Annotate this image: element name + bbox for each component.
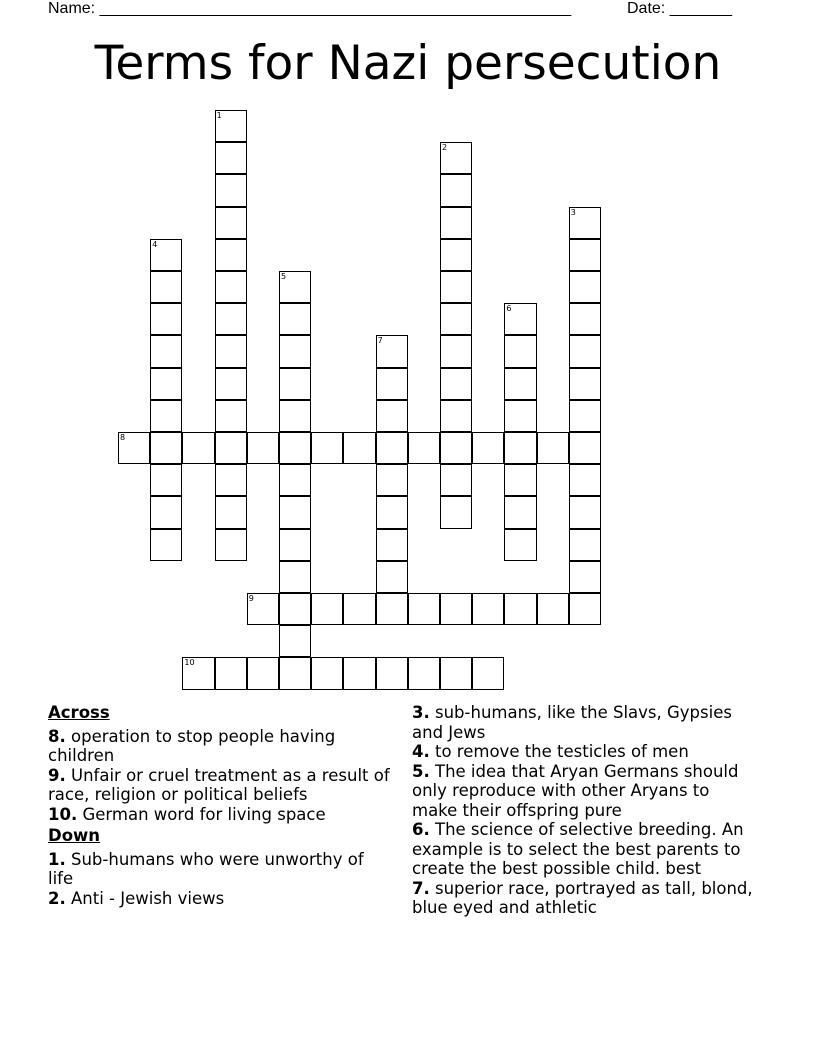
grid-cell[interactable] (569, 496, 601, 528)
grid-cell[interactable] (504, 432, 536, 464)
grid-number: 4 (152, 239, 158, 249)
clue-down-3 (412, 703, 757, 742)
grid-cell[interactable] (440, 400, 472, 432)
grid-cell[interactable] (215, 368, 247, 400)
grid-cell[interactable] (279, 368, 311, 400)
clue-text: sub-humans, like the Slavs, Gypsies and Jews (412, 703, 732, 742)
grid-cell[interactable] (150, 496, 182, 528)
grid-cell[interactable] (440, 174, 472, 206)
grid-cell[interactable] (150, 239, 182, 271)
clue-text: The idea that Aryan Germans should only reproduce with other Aryans to make their offspring pure (412, 761, 739, 820)
clues-right-column (412, 703, 757, 918)
grid-cell[interactable] (472, 657, 504, 689)
clue-down-4 (412, 742, 757, 762)
grid-cell[interactable] (569, 239, 601, 271)
clue-across-9 (48, 766, 393, 805)
grid-cell[interactable] (150, 529, 182, 561)
name-label: Name: (48, 0, 100, 17)
grid-cell[interactable] (504, 400, 536, 432)
grid-cell[interactable] (118, 432, 150, 464)
grid-cell[interactable] (279, 593, 311, 625)
grid-cell[interactable] (279, 561, 311, 593)
grid-cell[interactable] (376, 335, 408, 367)
grid-cell[interactable] (440, 142, 472, 174)
grid-cell[interactable] (215, 207, 247, 239)
grid-cell[interactable] (569, 335, 601, 367)
clue-number: 8. (48, 726, 66, 746)
grid-cell[interactable] (504, 368, 536, 400)
grid-cell[interactable] (440, 271, 472, 303)
grid-cell[interactable] (569, 368, 601, 400)
clue-number: 6. (412, 820, 430, 839)
date-blank[interactable]: _______ (669, 0, 732, 17)
grid-cell[interactable] (376, 496, 408, 528)
grid-cell[interactable] (247, 432, 279, 464)
grid-cell[interactable] (215, 142, 247, 174)
grid-cell[interactable] (343, 657, 375, 689)
grid-cell[interactable] (569, 464, 601, 496)
grid-cell[interactable] (504, 335, 536, 367)
name-blank[interactable]: _____________________________________________________ (99, 0, 572, 17)
grid-number: 9 (248, 594, 254, 603)
grid-cell[interactable] (569, 593, 601, 625)
grid-cell[interactable] (343, 593, 375, 625)
grid-cell[interactable] (504, 593, 536, 625)
grid-cell[interactable] (150, 400, 182, 432)
grid-number: 6 (506, 304, 512, 314)
across-heading: Across (48, 703, 110, 722)
page-title: Terms for Nazi persecution (94, 36, 722, 91)
grid-cell[interactable] (311, 593, 343, 625)
grid-cell[interactable] (215, 529, 247, 561)
grid-cell[interactable] (279, 303, 311, 335)
grid-cell[interactable] (215, 432, 247, 464)
grid-cell[interactable] (150, 271, 182, 303)
clue-text: operation to stop people having children (48, 726, 336, 765)
clue-number: 3. (412, 703, 430, 722)
grid-cell[interactable] (376, 400, 408, 432)
grid-cell[interactable] (215, 110, 247, 142)
grid-cell[interactable] (215, 303, 247, 335)
grid-cell[interactable] (408, 657, 440, 689)
grid-cell[interactable] (279, 657, 311, 689)
grid-cell[interactable] (537, 432, 569, 464)
grid-cell[interactable] (279, 271, 311, 303)
grid-cell[interactable] (150, 464, 182, 496)
grid-cell[interactable] (376, 561, 408, 593)
grid-cell[interactable] (279, 625, 311, 657)
grid-cell[interactable] (150, 335, 182, 367)
grid-cell[interactable] (504, 496, 536, 528)
clue-across-10 (48, 805, 393, 825)
clue-text: German word for living space (82, 804, 326, 824)
grid-cell[interactable] (215, 496, 247, 528)
clue-number: 9. (48, 765, 66, 785)
grid-cell[interactable] (504, 464, 536, 496)
grid-cell[interactable] (472, 432, 504, 464)
grid-cell[interactable] (569, 561, 601, 593)
grid-cell[interactable] (440, 593, 472, 625)
clue-number: 2. (48, 888, 66, 908)
grid-cell[interactable] (569, 303, 601, 335)
clue-down-1 (48, 850, 393, 889)
clue-across-8 (48, 727, 393, 766)
grid-cell[interactable] (472, 593, 504, 625)
grid-cell[interactable] (150, 303, 182, 335)
grid-cell[interactable] (215, 464, 247, 496)
grid-cell[interactable] (279, 335, 311, 367)
grid-cell[interactable] (215, 174, 247, 206)
clue-number: 4. (412, 742, 430, 761)
grid-cell[interactable] (150, 432, 182, 464)
clue-text: to remove the testicles of men (435, 742, 689, 761)
grid-cell[interactable] (408, 593, 440, 625)
grid-cell[interactable] (215, 271, 247, 303)
grid-cell[interactable] (376, 593, 408, 625)
grid-cell[interactable] (504, 529, 536, 561)
grid-cell[interactable] (537, 593, 569, 625)
grid-cell[interactable] (569, 400, 601, 432)
clue-text: Sub-humans who were unworthy of life (48, 849, 364, 888)
grid-cell[interactable] (150, 368, 182, 400)
grid-number: 7 (377, 336, 383, 346)
grid-cell[interactable] (182, 432, 214, 464)
grid-cell[interactable] (247, 657, 279, 689)
down-heading: Down (48, 826, 101, 845)
grid-cell[interactable] (376, 657, 408, 689)
clue-number: 7. (412, 878, 430, 898)
grid-cell[interactable] (440, 464, 472, 496)
grid-cell[interactable] (569, 432, 601, 464)
grid-cell[interactable] (215, 400, 247, 432)
clue-text: The science of selective breeding. An example is to select the best parents to create the best possible child. best (412, 820, 744, 878)
clue-text: Anti - Jewish views (71, 888, 225, 908)
grid-cell[interactable] (440, 207, 472, 239)
grid-cell[interactable] (343, 432, 375, 464)
grid-cell[interactable] (376, 464, 408, 496)
grid-cell[interactable] (569, 271, 601, 303)
grid-cell[interactable] (440, 239, 472, 271)
grid-cell[interactable] (569, 207, 601, 239)
grid-cell[interactable] (215, 657, 247, 689)
grid-cell[interactable] (440, 335, 472, 367)
grid-cell[interactable] (569, 529, 601, 561)
clue-text: Unfair or cruel treatment as a result of race, religion or political beliefs (48, 765, 390, 804)
grid-cell[interactable] (440, 657, 472, 689)
clue-down-7 (412, 879, 757, 918)
grid-cell[interactable] (279, 400, 311, 432)
clue-number: 1. (48, 849, 66, 869)
clue-number: 5. (412, 761, 430, 781)
grid-cell[interactable] (279, 529, 311, 561)
grid-cell[interactable] (215, 335, 247, 367)
clues-left-column (48, 703, 393, 908)
grid-cell[interactable] (279, 464, 311, 496)
grid-number: 5 (281, 272, 287, 281)
grid-cell[interactable] (311, 432, 343, 464)
clue-down-2 (48, 889, 393, 909)
grid-cell[interactable] (279, 432, 311, 464)
grid-cell[interactable] (279, 496, 311, 528)
grid-cell[interactable] (182, 657, 214, 689)
grid-cell[interactable] (247, 593, 279, 625)
clue-text: superior race, portrayed as tall, blond, blue eyed and athletic (412, 878, 753, 917)
clue-number: 10. (48, 804, 78, 824)
grid-cell[interactable] (376, 529, 408, 561)
grid-number: 1 (216, 111, 222, 120)
grid-number: 3 (570, 207, 576, 217)
grid-cell[interactable] (504, 303, 536, 335)
grid-cell[interactable] (440, 496, 472, 528)
grid-number: 10 (184, 658, 195, 668)
date-label: Date: (627, 0, 670, 17)
grid-cell[interactable] (215, 239, 247, 271)
grid-cell[interactable] (311, 657, 343, 689)
clue-down-6 (412, 820, 757, 879)
grid-cell[interactable] (440, 303, 472, 335)
grid-cell[interactable] (440, 368, 472, 400)
grid-number: 2 (442, 143, 448, 153)
grid-cell[interactable] (408, 432, 440, 464)
grid-number: 8 (120, 433, 126, 442)
grid-cell[interactable] (376, 432, 408, 464)
clue-down-5 (412, 762, 757, 821)
grid-cell[interactable] (376, 368, 408, 400)
grid-cell[interactable] (440, 432, 472, 464)
